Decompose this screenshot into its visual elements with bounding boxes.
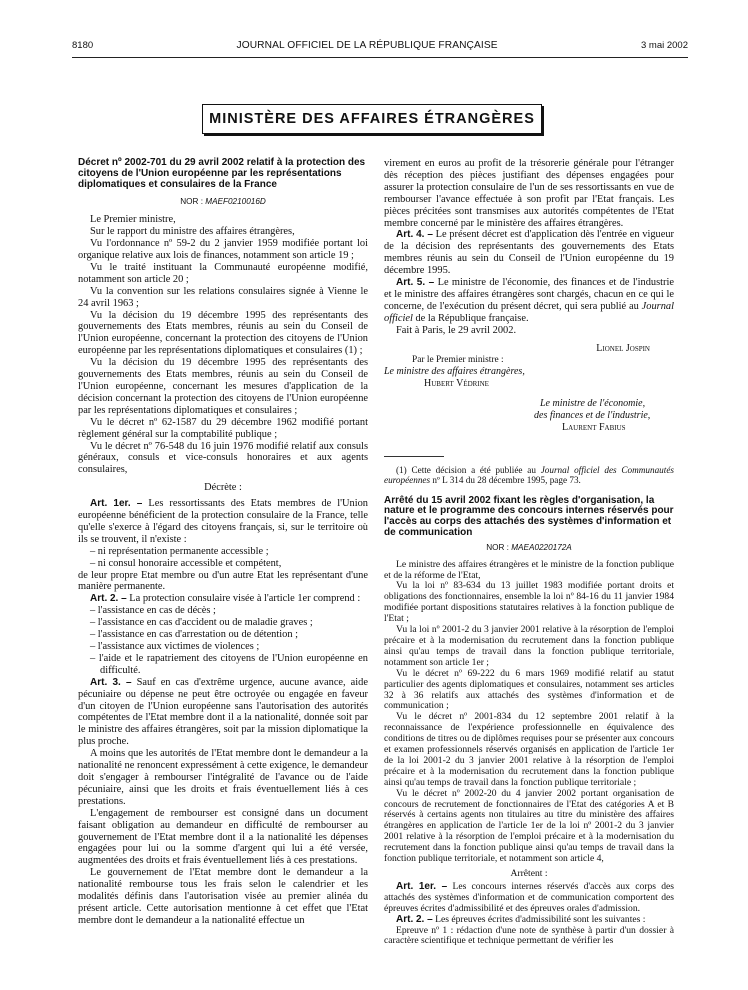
issue-date: 3 mai 2002 xyxy=(640,40,688,51)
article-label: Art. 1er. – xyxy=(396,880,448,892)
article-5 xyxy=(384,277,674,325)
signature-eco: Laurent Fabius xyxy=(562,422,626,434)
list-item: – l'assistance en cas d'accident ou de maladie graves ; xyxy=(90,617,313,629)
arrete-visas xyxy=(384,560,674,948)
left-column xyxy=(78,158,368,927)
visa: Vu la loi nº 2001-2 du 3 janvier 2001 relative à la résorption de l'emploi précaire et à la modernisation du recrutement dans la fonction publique ainsi qu'au temps de travail dans la fonction publique territoriale, notamment son article 1er ; xyxy=(384,624,674,668)
par-premier-ministre: Par le Premier ministre : xyxy=(412,354,504,365)
article-label: Art. 3. – xyxy=(90,676,132,688)
visa: Vu la loi nº 83-634 du 13 juillet 1983 modifiée portant droits et obligations des fonctionnaires, ensemble la loi nº 84-16 du 11 janvier 1984 modifiée portant dispositions statutaires relatives à la fonction publique de l'Etat ; xyxy=(384,580,674,625)
minister-eco-title-2: des finances et de l'industrie, xyxy=(534,410,651,422)
premier-ministre: Le Premier ministre, xyxy=(90,214,176,226)
page-number: 8180 xyxy=(72,40,94,51)
article-3-para: L'engagement de rembourser est consigné dans un document faisant obligation au demandeur en difficulté de rembourser au gouvernement de l'Etat membre dont il a la nationalité les dépenses engagées pour lui ou la somme d'argent qui lui a été versée, augmentées des droits et frais éventuellement liés à ces prestations. xyxy=(78,807,368,867)
nor-label: NOR : xyxy=(486,542,509,552)
visa: Vu le décret nº 2002-20 du 4 janvier 2002 portant organisation de concours de recrutement de fonctionnaires de l'Etat des catégories A et B réservés à certains agents non titulaires au titre du ministère des affaires étrangères en application de l'article 1er de la loi nº 2001-2 du 3 janvier 2001 relative à la résorption de l'emploi précaire et à la modernisation du recrutement dans la fonction publique ainsi qu'au temps de travail dans la fonction publique territoriale, et notamment son article 4, xyxy=(384,787,674,865)
arrete-nor xyxy=(384,542,674,554)
arrete-article-2 xyxy=(384,915,674,926)
list-item: – l'aide et le rapatriement des citoyens de l'Union européenne en difficulté. xyxy=(90,652,368,676)
right-column xyxy=(384,158,674,947)
article-4 xyxy=(384,229,674,277)
list-item: – l'assistance en cas d'arrestation ou de détention ; xyxy=(90,629,299,641)
footnote-rule xyxy=(384,456,444,457)
decree-title: Décret nº 2002-701 du 29 avril 2002 relatif à la protection des citoyens de l'Union européenne par les représentations diplomatiques et consulaires de la France xyxy=(78,157,366,190)
article-3-continued: virement en euros au profit de la trésorerie générale pour l'étranger dès réception des pièces justifiant des dépenses engagées pour assurer la protection consulaire de l'un de ses ressortissants en vue de rembourser l'avance effectuée à son profit par l'Etat français. Les pièces précitées sont transmises aux autorités compétentes de l'Etat membre concerné par le ministère des affaires étrangères. xyxy=(384,158,674,229)
article-3-para: Le gouvernement de l'Etat membre dont le demandeur a la nationalité rembourse tous les frais selon le calendrier et les modalités définis dans l'autorisation visée au premier alinéa du présent article. Cette autorisation mentionne à cet effet que l'Etat membre dont le demandeur a la nationalité effectue un xyxy=(78,867,368,926)
arrete-article-1 xyxy=(384,882,674,915)
signatures xyxy=(384,343,674,434)
article-label: Art. 1er. – xyxy=(90,498,143,510)
decrete: Décrète : xyxy=(204,482,242,494)
visa: Le ministre des affaires étrangères et le ministre de la fonction publique et de la réforme de l'Etat, xyxy=(384,558,674,581)
visa: Sur le rapport du ministre des affaires étrangères, xyxy=(90,226,295,238)
article-text: Les ressortissants des Etats membres de l'Union européenne bénéficient de la protection consulaire de la France, telle qu'elle s'exerce à l'égard des citoyens français, si, sur le territoire où ils se trouvent, il n'existe : xyxy=(78,498,368,545)
footnote xyxy=(384,465,674,486)
article-1 xyxy=(78,498,368,546)
visa: Vu le décret nº 69-222 du 6 mars 1969 modifié relatif au statut particulier des agents diplomatiques et consulaires, notamment ses articles 32 à 36 relatifs aux attachés des systèmes d'information et de communication ; xyxy=(384,667,674,712)
visa: Vu la convention sur les relations consulaires signée à Vienne le 24 avril 1963 ; xyxy=(78,285,368,309)
article-label: Art. 5. – xyxy=(396,277,435,289)
footnote-text: nº L 314 du 28 décembre 1995, page 73. xyxy=(430,475,581,486)
article-label: Art. 4. – xyxy=(396,229,433,241)
visa: Vu le décret nº 2001-834 du 12 septembre 2001 relatif à la reconnaissance de l'expérience professionnelle en équivalence des conditions de titres ou de diplômes requises pour se présenter aux concours et examen professionnels réservés organisés en application de l'article 1er de la loi 2001-2 du 3 janvier 2001 relative à la résorption de l'emploi précaire et à la modernisation du recrutement dans la fonction publique ainsi qu'au temps de travail dans la fonction publique territoriale ; xyxy=(384,711,674,788)
article-1-tail: de leur propre Etat membre ou d'un autre Etat les représentant d'une manière permanente. xyxy=(78,569,368,593)
nor-label: NOR : xyxy=(180,197,203,207)
article-text: Le présent décret est d'application dès l'entrée en vigueur de la décision des représentants des gouvernements des Etats membres réunis au sein du Conseil de l'Union européenne du 19 décembre 1995. xyxy=(384,229,674,277)
signature-ae: Hubert Védrine xyxy=(424,378,489,390)
minister-eco-title-1: Le ministre de l'économie, xyxy=(540,398,646,410)
article-text: de la République française. xyxy=(412,312,529,324)
nor-code: MAEA0220172A xyxy=(511,542,572,552)
visa: Vu le traité instituant la Communauté européenne modifié, notamment son article 20 ; xyxy=(78,261,368,285)
visa: Vu la décision du 19 décembre 1995 des représentants des gouvernements des Etats membres, réunis au sein du Conseil de l'Union européenne, concernant les mesures d'application de la décision concernant la protection des citoyens de l'Union européenne par les représentations diplomatiques et consulaires ; xyxy=(78,357,368,416)
list-item: – ni représentation permanente accessible ; xyxy=(90,545,269,557)
article-text: Sauf en cas d'extrême urgence, aucune avance, aide pécuniaire ou dépense ne peut être octroyée ou engagée en faveur d'un citoyen de l'Union européenne sans l'autorisation des autorités compétentes de l'Etat membre dont il a la nationalité, donnée soit par le ministre des affaires étrangères, soit par la mission diplomatique la plus proche. xyxy=(78,676,368,748)
article-3-para: A moins que les autorités de l'Etat membre dont le demandeur a la nationalité ne renoncent expressément à cette exigence, le demandeur doit s'engager à rembourser l'intégralité de l'avance ou de l'aide pécuniaire, ainsi que les droits et frais éventuellement liés à ces prestations. xyxy=(78,748,368,807)
fait-a-paris: Fait à Paris, le 29 avril 2002. xyxy=(396,324,517,336)
ministry-heading: MINISTÈRE DES AFFAIRES ÉTRANGÈRES xyxy=(202,104,542,134)
footnote-journal: Journal officiel des Communautés européennes xyxy=(384,464,674,486)
article-2 xyxy=(78,593,368,605)
header-rule xyxy=(72,57,688,58)
visa: Vu le décret nº 76-548 du 16 juin 1976 modifié relatif aux consuls généraux, consuls et vice-consuls honoraires et aux agents consulaires, xyxy=(78,440,368,476)
visa: Vu la décision du 19 décembre 1995 des représentants des gouvernements des Etats membres, réunis au sein du Conseil de l'Union européenne, concernant la protection des citoyens de l'Union européenne par les représentations diplomatiques et consulaires (1) ; xyxy=(78,309,368,357)
article-label: Art. 2. – xyxy=(90,593,127,605)
article-text: Les épreuves écrites d'admissibilité sont les suivantes : xyxy=(435,913,646,925)
visa: Vu le décret nº 62-1587 du 29 décembre 1962 modifié portant règlement général sur la comptabilité publique ; xyxy=(78,416,368,440)
epreuve-1: Epreuve nº 1 : rédaction d'une note de synthèse à partir d'un dossier à caractère scientifique et technique permettant de vérifier les xyxy=(384,924,674,947)
journal-title: JOURNAL OFFICIEL DE LA RÉPUBLIQUE FRANÇAISE xyxy=(236,40,498,51)
decree-nor xyxy=(78,196,368,208)
signature-pm: Lionel Jospin xyxy=(596,342,650,354)
minister-ae-title: Le ministre des affaires étrangères, xyxy=(384,366,525,378)
arrete-title: Arrêté du 15 avril 2002 fixant les règles d'organisation, la nature et le programme des concours internes réservés pour l'accès au corps des attachés des systèmes d'information et de communication xyxy=(384,494,674,538)
visa: Vu l'ordonnance nº 59-2 du 2 janvier 1959 modifiée portant loi organique relative aux lois de finances, notamment son article 19 ; xyxy=(78,238,368,262)
journal-ref: Journal officiel xyxy=(384,300,674,324)
page-header xyxy=(72,40,688,58)
article-text: Les concours internes réservés d'accès aux corps des attachés des systèmes d'information et de communication comportent des épreuves écrites d'admissibilité et des épreuves orales d'admission. xyxy=(384,880,674,914)
list-item: – l'assistance en cas de décès ; xyxy=(90,605,216,617)
footnote-text: (1) Cette décision a été publiée au xyxy=(396,464,541,475)
article-text: Le ministre de l'économie, des finances et de l'industrie et le ministre des affaires étrangères sont chargés, chacun en ce qui le concerne, de l'exécution du présent décret, qui sera publié au xyxy=(384,277,674,312)
article-3 xyxy=(78,677,368,748)
arretent: Arrêtent : xyxy=(510,868,548,879)
article-label: Art. 2. – xyxy=(396,913,433,925)
nor-code: MAEF0210016D xyxy=(205,197,266,207)
article-text: La protection consulaire visée à l'article 1er comprend : xyxy=(129,593,361,605)
list-item: – ni consul honoraire accessible et compétent, xyxy=(90,557,282,569)
list-item: – l'assistance aux victimes de violences ; xyxy=(90,641,260,653)
